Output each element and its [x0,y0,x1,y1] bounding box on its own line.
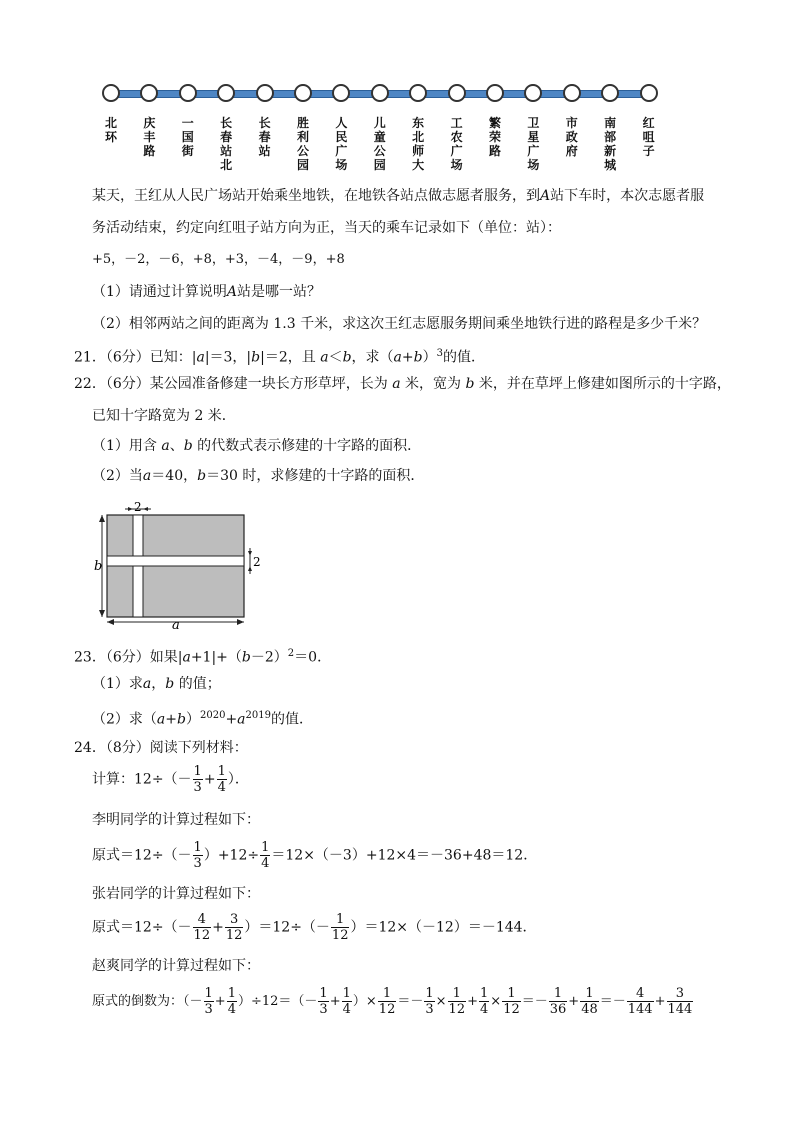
q24: 24．（8分）阅读下列材料： [74,740,248,756]
station-dot [640,84,658,102]
q23-part2: （2）求$(a+b)^{2020}+a^{2019}$的值． [92,710,313,728]
station-dot [409,84,427,102]
zhao-heading: 赵爽同学的计算过程如下： [92,958,260,974]
station-dot [563,84,581,102]
q20-record: +5，－2，－6，+8，+3，－4，－9，+8 [92,252,345,267]
station-name: 市政府 [565,116,578,158]
station-name: 胜利公园 [296,116,309,172]
fig-label-a: a [172,618,180,630]
q22: 22．（6分）某公园准备修建一块长方形草坪，长为 a 米，宽为 b 米，并在草坪上修建如图所示的十字路， [74,376,731,392]
station-name: 东北师大 [412,116,425,172]
fig-label-2-right: 2 [253,555,261,569]
station-dot [601,84,619,102]
station-name: 人民广场 [335,116,348,172]
q23-part1: （1）求a，b 的值； [92,676,221,692]
q22-part2: （2）当a＝40，b＝30 时，求修建的十字路的面积． [92,468,425,484]
station-dot [256,84,274,102]
station-name: 庆丰路 [143,116,156,158]
station-name: 工农广场 [450,116,463,172]
station-dot [448,84,466,102]
fig-label-2-top: 2 [134,500,142,514]
station-name: 长春站 [258,116,271,158]
q22-part1: （1）用含 a、b 的代数式表示修建的十字路的面积． [92,438,422,454]
road-crossing [134,557,142,566]
station-name: 红咀子 [642,116,655,158]
horizontal-road [107,556,244,566]
station-dot [332,84,350,102]
li-heading: 李明同学的计算过程如下： [92,812,260,828]
zhao-process: 原式的倒数为：（－ $\frac{1}{3}$ + $\frac{1}{4}$ ）÷12＝（－ $\frac{1}{3}$ + $\frac{1}{4}$ ）× $\frac{1}{12}$ ＝－ $\frac{1}{3}$ × $\frac{1}{12}$ + $\frac{1}{4}$ × $\frac{1}{12}$ ＝－ $\frac{1}{36}$ + $\frac{1}{48}$ ＝－ $\frac{4}{144}$ + $\frac{3}{144}$ [92,986,693,1017]
metro-map [96,80,666,180]
station-dot [524,84,542,102]
li-process: 原式＝12÷（－ $\frac{1}{3}$ ）+12÷ $\frac{1}{4}$ ＝12×（－3）+12×4＝－36+48＝12． [92,840,538,871]
station-dot [294,84,312,102]
lawn-figure [92,500,262,630]
q20-paragraph-2: 务活动结束，约定向红咀子站方向为正，当天的乘车记录如下（单位：站）： [92,220,561,236]
q20-paragraph-1: 某天，王红从人民广场站开始乘坐地铁，在地铁各站点做志愿者服务，到A站下车时，本次志愿者服 [92,188,705,204]
station-name: 南部新城 [604,116,617,172]
station-name: 卫星广场 [527,116,540,172]
station-name: 一国街 [181,116,194,158]
station-dot [217,84,235,102]
q20-part1: （1）请通过计算说明A站是哪一站？ [92,284,322,300]
q23: 23．（6分）如果$|a+1|+(b-2)^2=0$． [74,648,332,666]
zhang-heading: 张岩同学的计算过程如下： [92,886,260,902]
station-dot [102,84,120,102]
fig-label-b: b [94,559,103,574]
station-name: 北环 [104,116,117,144]
q22-cont: 已知十字路宽为 2 米． [92,408,236,424]
station-dot [140,84,158,102]
station-name: 儿童公园 [373,116,386,172]
q24-calc: 计算：12÷（－ $\frac{1}{3}$ + $\frac{1}{4}$ ）． [92,764,249,795]
station-dot [179,84,197,102]
station-dot [371,84,389,102]
q20-part2: （2）相邻两站之间的距离为 1.3 千米，求这次王红志愿服务期间乘坐地铁行进的路程是多少千米？ [92,316,707,332]
q21: 21．（6分）已知：|a|＝3，|b|＝2，且 a＜b，求$(a+b)^3$的值． [74,348,485,366]
zhang-process: 原式＝12÷（－ $\frac{4}{12}$ + $\frac{3}{12}$ ）＝12÷（－ $\frac{1}{12}$ ）＝12×（－12）＝－144． [92,912,537,943]
station-name: 繁荣路 [488,116,501,158]
station-name: 长春站北 [220,116,233,172]
station-dot [486,84,504,102]
